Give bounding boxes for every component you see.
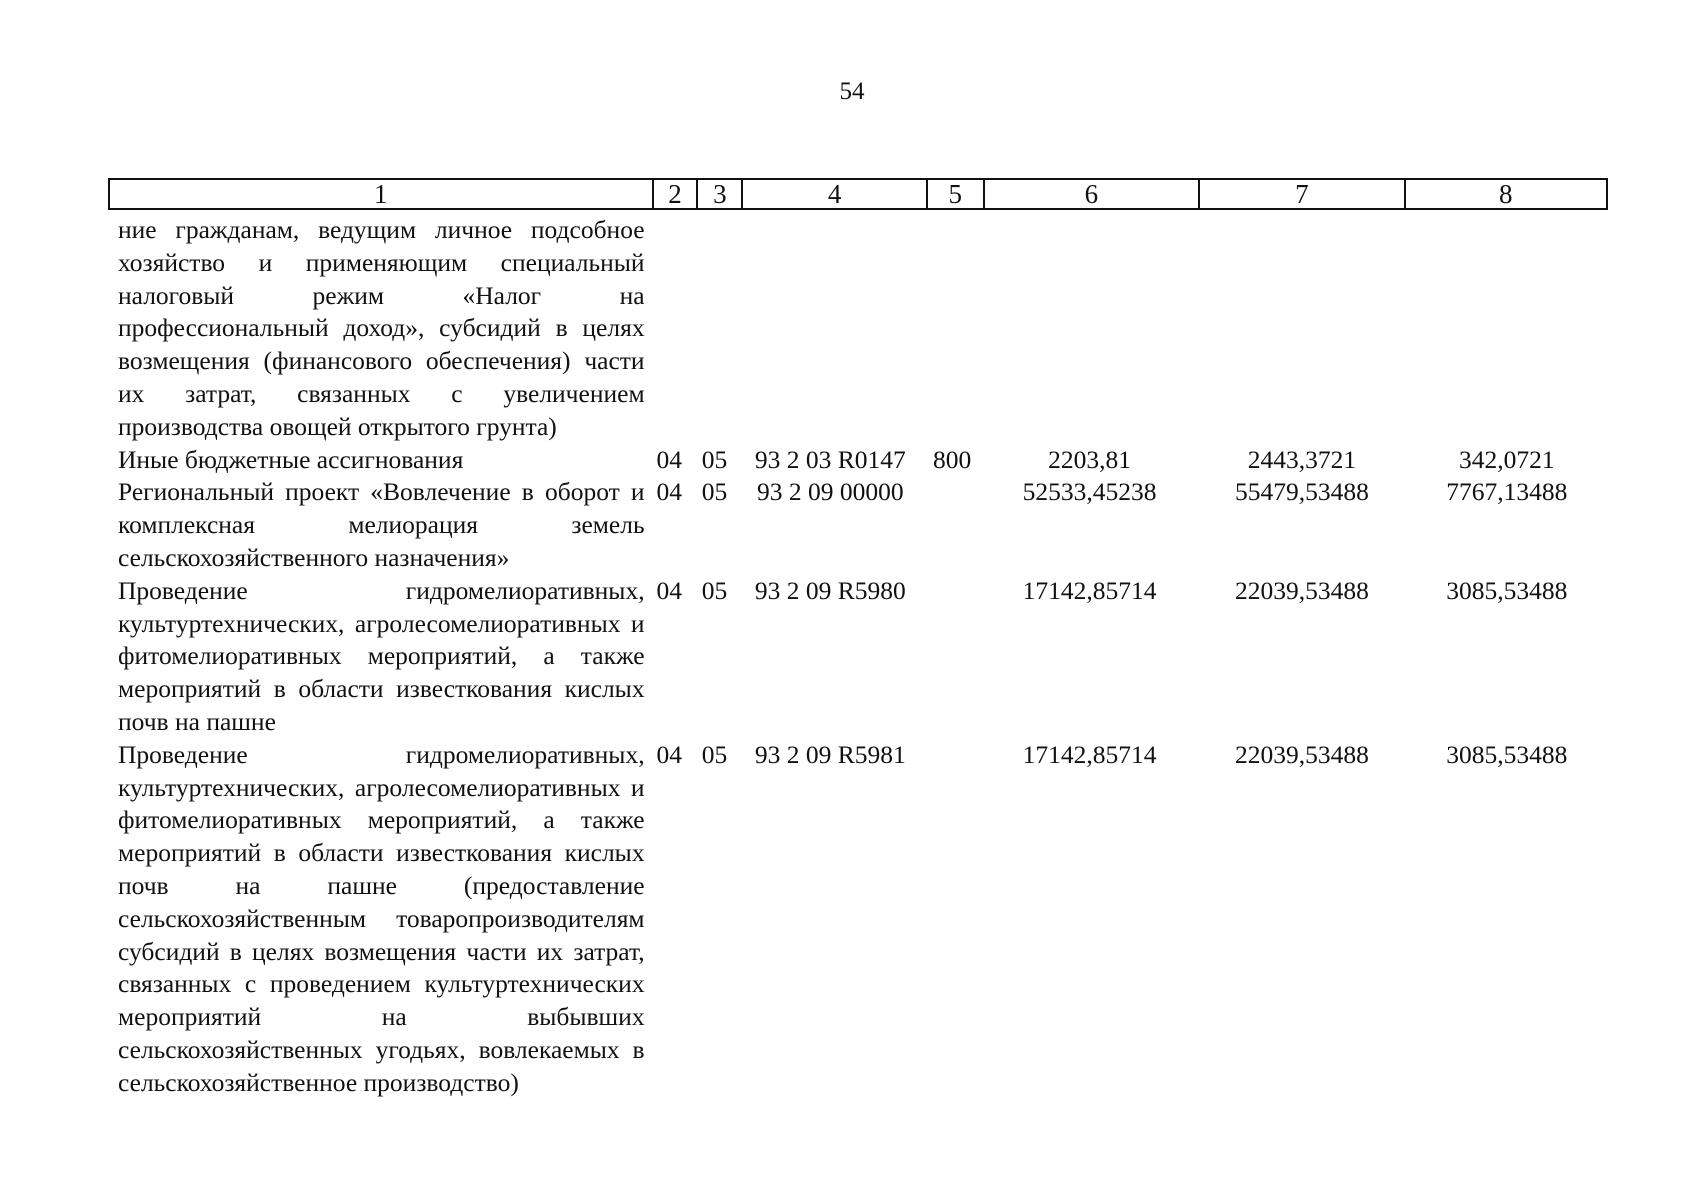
row-target-article: 93 2 09 00000 [756,477,904,507]
row-target-article: 93 2 09 R5981 [754,739,906,769]
header-col-3: 3 [698,180,743,208]
row-subsection: 05 [701,739,728,769]
row-amount-col6: 17142,85714 [1022,739,1157,769]
header-col-6: 6 [985,180,1200,208]
row-amount-col8 [1406,214,1608,444]
row-amount-col8: 7767,13488 [1446,477,1568,507]
header-col-7: 7 [1200,180,1405,208]
row-target-article: 93 2 03 R0147 [754,444,906,474]
row-amount-col7: 22039,53488 [1234,575,1369,605]
table-row [108,444,1608,477]
row-description: ние гражданам, ведущим личное подсобное хозяйство и применяющим специальный налоговый режим «Налог на профессиональный доход», субсидий в целях возмещения (финансового обеспечения) части их затрат, связанных с увеличением производства овощей открытого грунта) [118,215,645,441]
row-amount-col7: 55479,53488 [1234,477,1369,507]
row-expense-type: 800 [932,444,972,474]
row-amount-col8: 3085,53488 [1446,575,1568,605]
table-header-row [108,178,1608,210]
row-subsection: 05 [701,444,728,474]
row-section: 04 [656,575,682,605]
table-row [108,575,1608,739]
row-expense-type [923,739,980,1100]
row-amount-col6 [981,214,1198,444]
header-col-5: 5 [928,180,985,208]
header-col-1: 1 [110,180,654,208]
row-amount-col7: 22039,53488 [1234,739,1369,769]
row-expense-type [923,476,980,574]
row-subsection: 05 [701,477,728,507]
table-row [108,476,1608,574]
header-col-4: 4 [743,180,928,208]
row-section: 04 [656,477,682,507]
row-description: Иные бюджетные ассигнования [118,444,464,474]
budget-table [108,214,1608,1100]
row-section [647,214,692,444]
row-amount-col6: 17142,85714 [1022,575,1157,605]
header-col-8: 8 [1499,179,1513,209]
row-amount-col8: 3085,53488 [1446,739,1568,769]
row-description: Проведение гидромелиоративных, культуртехнических, агролесомелиоративных и фитомелиоративных мероприятий, а также мероприятий в области известкования кислых почв на пашне (предоставление сельскохозяйственным товаропроизводителям субсидий в целях возмещения части их затрат, связанных с проведением культуртехнических мероприятий на выбывших сельскохозяйственных угодьях, вовлекаемых в сельскохозяйственное производство) [118,739,645,1097]
row-section: 04 [656,739,682,769]
row-amount-col7: 2443,3721 [1247,444,1357,474]
row-target-article [737,214,923,444]
row-subsection: 05 [701,575,728,605]
row-amount-col7 [1198,214,1405,444]
row-amount-col8: 342,0721 [1458,444,1555,474]
table-row [108,214,1608,444]
row-expense-type [923,575,980,739]
page-number: 54 [839,78,865,105]
header-col-2: 2 [654,180,699,208]
row-description: Проведение гидромелиоративных, культуртехнических, агролесомелиоративных и фитомелиоративных мероприятий, а также мероприятий в области известкования кислых почв на пашне [118,575,645,736]
row-expense-type [923,214,980,444]
table-row [108,739,1608,1100]
row-amount-col6: 2203,81 [1048,444,1131,474]
row-description: Региональный проект «Вовлечение в оборот и комплексная мелиорация земель сельскохозяйственного назначения» [118,477,645,572]
row-subsection [692,214,737,444]
row-target-article: 93 2 09 R5980 [754,575,906,605]
row-section: 04 [656,444,682,474]
row-amount-col6: 52533,45238 [1022,477,1157,507]
